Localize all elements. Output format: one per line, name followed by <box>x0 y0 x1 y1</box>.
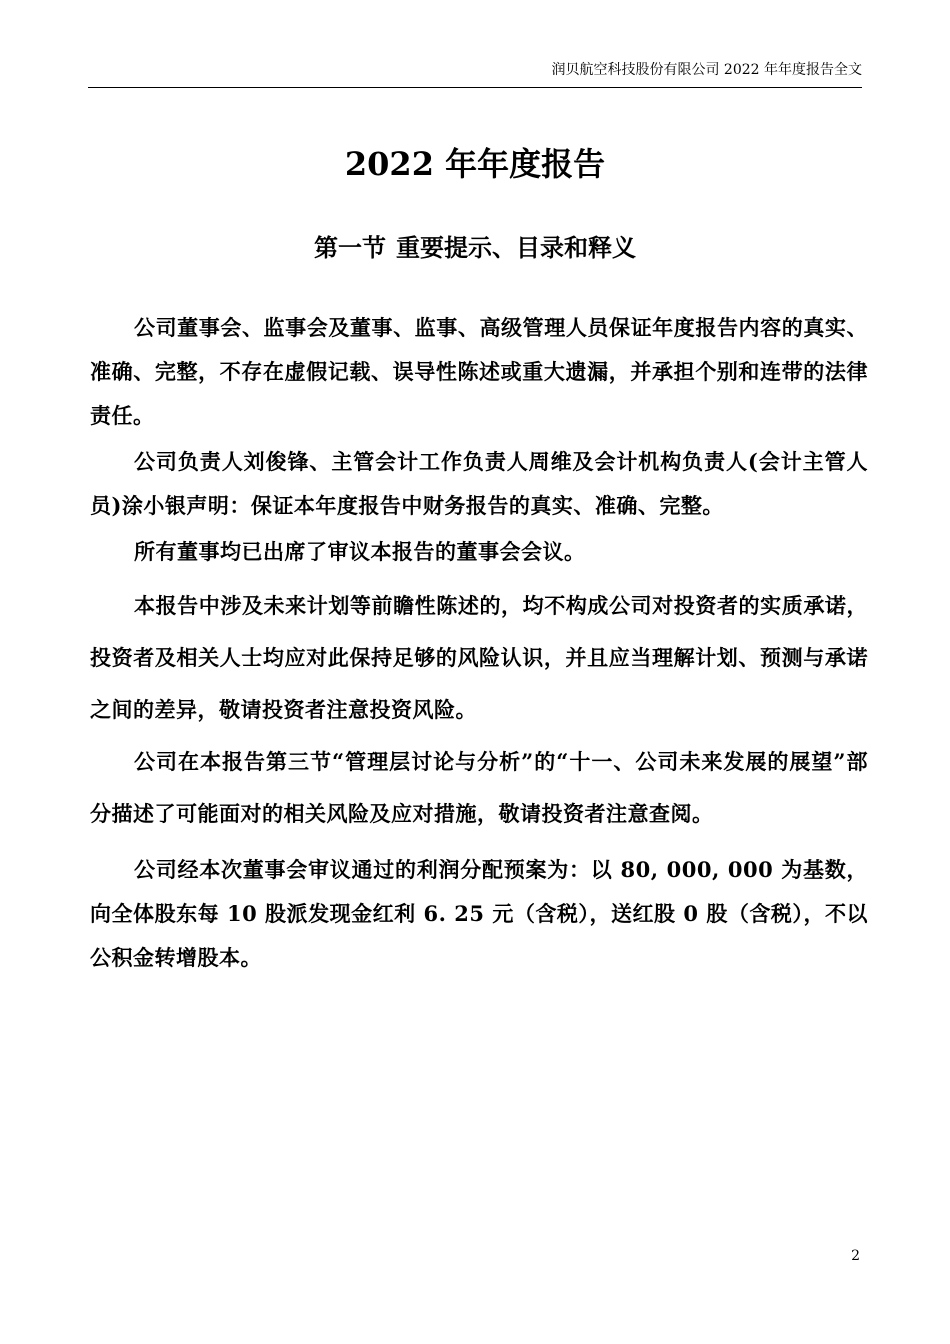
running-header: 润贝航空科技股份有限公司 2022 年年度报告全文 <box>88 60 862 88</box>
paragraph-board-guarantee: 公司董事会、监事会及董事、监事、高级管理人员保证年度报告内容的真实、准确、完整，不存在虚假记载、误导性陈述或重大遗漏，并承担个别和连带的法律责任。 <box>90 315 868 428</box>
document-title: 2022 年年度报告 <box>344 145 606 183</box>
section-number: 第一节 <box>314 233 386 262</box>
page-number: 2 <box>851 1248 860 1264</box>
paragraph-risk-reference: 公司在本报告第三节“管理层讨论与分析”的“十一、公司未来发展的展望”部分描述了可能面对的相关风险及应对措施，敬请投资者注意查阅。 <box>90 749 868 826</box>
paragraph-responsible-persons: 公司负责人刘俊锋、主管会计工作负责人周维及会计机构负责人(会计主管人员)涂小银声明：保证本年度报告中财务报告的真实、准确、完整。 <box>90 449 868 518</box>
section-heading <box>0 228 950 268</box>
paragraph-forward-looking: 本报告中涉及未来计划等前瞻性陈述的，均不构成公司对投资者的实质承诺，投资者及相关人士均应对此保持足够的风险认识，并且应当理解计划、预测与承诺之间的差异，敬请投资者注意投资风险。 <box>90 593 868 722</box>
paragraph-directors-attendance: 所有董事均已出席了审议本报告的董事会会议。 <box>134 539 586 564</box>
section-title: 重要提示、目录和释义 <box>396 233 636 262</box>
paragraph-profit-distribution: 公司经本次董事会审议通过的利润分配预案为：以 80, 000, 000 为基数，向全体股东每 10 股派发现金红利 6. 25 元（含税），送红股 0 股（含税），不以公积金转增股本。 <box>90 857 868 970</box>
